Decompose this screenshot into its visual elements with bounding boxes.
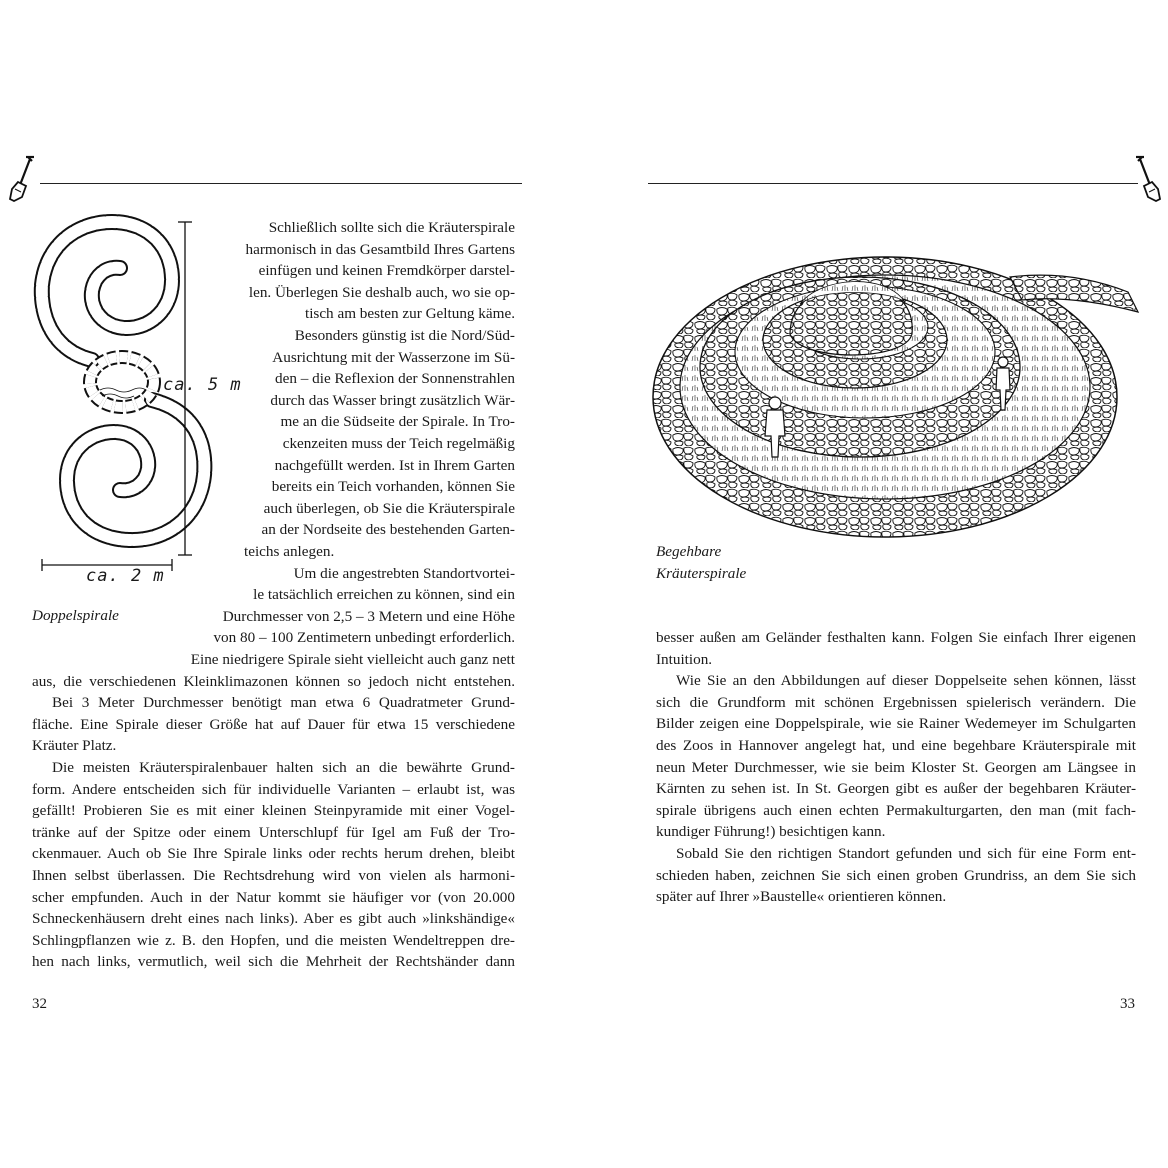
text-line: Durchmesser von 2,5 – 3 Metern und eine Höhe <box>222 607 515 625</box>
text-line: an der Nordseite des bestehenden Garten- <box>261 521 515 539</box>
header-rule <box>648 183 1138 184</box>
text-line: form. Andere entscheiden sich für individuelle Varianten – erlaubt ist, was <box>32 780 515 798</box>
shovel-icon <box>6 155 36 205</box>
text-line: aus, die verschiedenen Kleinklimazonen können so jedoch nicht entstehen. <box>32 672 515 690</box>
text-line: neun Meter Durchmesser, wie sie beim Kloster St. Georgen am Längsee in <box>656 758 1136 776</box>
text-line: len. Überlegen Sie deshalb auch, wo sie op- <box>248 283 515 301</box>
text-line: Kärnten zu sehen ist. In St. Georgen gibt es außer der begehbaren Kräuter- <box>656 780 1136 798</box>
text-line: besser außen am Geländer festhalten kann. Folgen Sie einfach Ihrer eigenen <box>656 629 1136 646</box>
text-line: Bilder zeigen eine Doppelspirale, wie sie Rainer Wedemeyer im Schulgarten <box>656 715 1136 733</box>
body-text-block <box>656 627 1136 908</box>
text-line: nachgefüllt werden. Ist in Ihrem Garten <box>274 456 515 474</box>
text-line: harmonisch in das Gesamtbild Ihres Gartens <box>245 240 515 258</box>
text-line: hen nach links, vermutlich, weil sich die Mehrheit der Rechtshänder dann <box>32 953 515 971</box>
text-line: sich die Grundform mit schönen Ergebnissen spielerisch verändern. Die <box>656 693 1136 711</box>
dimension-height-label: ca. 5 m <box>163 375 242 395</box>
caption-line: Begehbare <box>656 543 722 560</box>
text-line: Ausrichtung mit der Wasserzone im Sü- <box>272 348 515 366</box>
text-line: scher empfunden. Auch in der Natur kommt sie häufiger vor (von 20.000 <box>32 888 515 906</box>
walkable-spiral-illustration <box>650 222 1140 552</box>
text-line: gefällt! Probieren Sie es mit einer kleinen Steinpyramide mit einer Vogel- <box>32 802 515 820</box>
text-line: auch überlegen, ob Sie die Kräuterspirale <box>263 499 515 517</box>
figure-caption-begehbare <box>656 541 746 585</box>
header-rule <box>40 183 522 184</box>
text-line: le tatsächlich erreichen zu können, sind ein <box>253 586 515 604</box>
text-line: kundiger Führung!) besichtigen kann. <box>656 823 886 841</box>
text-line: tisch am besten zur Geltung käme. <box>304 305 515 323</box>
text-line: me an die Südseite der Spirale. In Tro- <box>280 413 515 431</box>
text-line: Schließlich sollte sich die Kräuterspirale <box>268 219 515 236</box>
text-line: Eine niedrigere Spirale sieht vielleicht auch ganz nett <box>190 651 515 668</box>
text-line: tränke auf der Spitze oder einem Unterschlupf für Igel am Fuß der Tro- <box>32 823 515 841</box>
text-line: später auf Ihrer »Baustelle« orientieren können. <box>656 888 947 906</box>
text-line: bereits ein Teich vorhanden, können Sie <box>271 478 515 496</box>
text-line: fläche. Eine Spirale dieser Größe hat auf Dauer für etwa 15 verschiedene <box>32 715 515 733</box>
wrapped-text-block <box>200 217 515 649</box>
text-line: ckenzeiten muss der Teich regelmäßig <box>282 434 515 452</box>
text-line: Ihnen selbst überlassen. Die Rechtsdrehung wird von vielen als harmoni- <box>32 866 515 884</box>
right-page <box>584 0 1168 1168</box>
text-line: Besonders günstig ist die Nord/Süd- <box>294 326 515 344</box>
text-line: Die meisten Kräuterspiralenbauer halten sich an die bewährte Grund- <box>52 758 515 776</box>
text-line: von 80 – 100 Zentimetern unbedingt erforderlich. <box>213 629 515 647</box>
text-line: durch das Wasser bringt zusätzlich Wär- <box>270 391 515 409</box>
text-line: Sobald Sie den richtigen Standort gefunden und sich für eine Form ent- <box>676 844 1136 862</box>
figure-caption-doppelspirale: Doppelspirale <box>32 607 119 624</box>
text-line: Schlingpflanzen wie z. B. den Hopfen, und die meisten Wendeltreppen dre- <box>32 931 515 949</box>
text-line: Intuition. <box>656 650 713 668</box>
shovel-icon <box>1134 155 1164 205</box>
text-line: den – die Reflexion der Sonnenstrahlen <box>275 370 515 388</box>
text-line: ckenmauer. Auch ob Sie Ihre Spirale links oder rechts herum drehen, bleibt <box>32 845 515 863</box>
text-line: teichs anlegen. <box>244 542 335 560</box>
text-line: spirale übrigens auch einen echten Permakulturgarten, den man (mit fach- <box>656 801 1136 819</box>
text-line: Bei 3 Meter Durchmesser benötigt man etwa 6 Quadratmeter Grund- <box>52 694 515 712</box>
text-line: Um die angestrebten Standortvortei- <box>293 564 515 582</box>
page-number: 32 <box>32 996 47 1012</box>
text-line: Wie Sie an den Abbildungen auf dieser Doppelseite sehen können, lässt <box>676 672 1136 690</box>
body-text-block <box>32 649 515 973</box>
text-line: einfügen und keinen Fremdkörper darstel- <box>258 262 515 280</box>
dimension-width-label: ca. 2 m <box>86 566 165 586</box>
caption-line: Kräuterspirale <box>656 565 747 582</box>
text-line: Kräuter Platz. <box>32 737 117 755</box>
text-line: des Zoos in Hannover angelegt hat, und eine begehbare Kräuterspirale mit <box>656 736 1136 754</box>
text-line: Schneckenhäusern dreht eines nach links). Aber es gibt auch »linkshändige« <box>32 910 515 928</box>
text-line: schieden haben, zeichnen Sie sich einen groben Grundriss, an dem Sie sich <box>656 866 1136 884</box>
page-number: 33 <box>1120 996 1135 1012</box>
